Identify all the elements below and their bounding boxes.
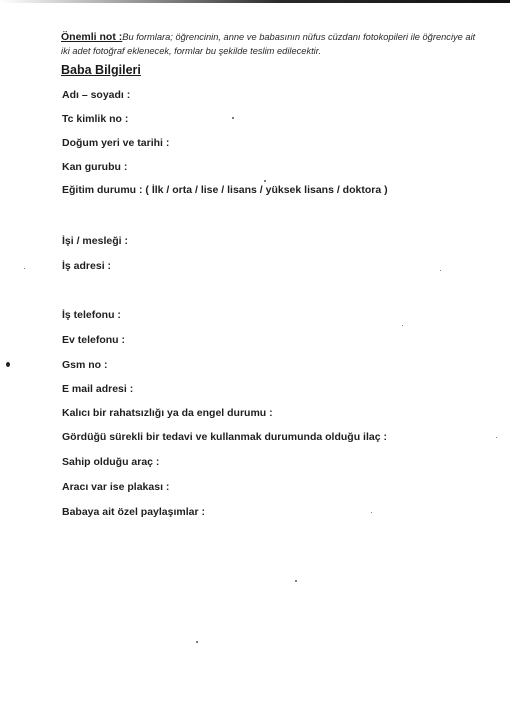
scan-speck — [496, 437, 497, 438]
section-title-father-info: Baba Bilgileri — [61, 63, 141, 77]
scan-speck — [24, 268, 25, 269]
important-note — [61, 30, 481, 58]
field-education: Eğitim durumu : ( İlk / orta / lise / lisans / yüksek lisans / doktora ) — [62, 184, 388, 196]
field-name-surname: Adı – soyadı : — [62, 89, 131, 101]
scan-speck — [232, 117, 234, 119]
scan-speck — [402, 325, 403, 326]
field-tc-id: Tc kimlik no : — [62, 113, 129, 125]
field-plate: Aracı var ise plakası : — [62, 481, 170, 493]
field-home-phone: Ev telefonu : — [62, 334, 126, 346]
important-note-label: Önemli not : — [61, 31, 123, 43]
important-note-text: Bu formlara; öğrencinin, anne ve babasının nüfus cüzdanı fotokopileri ile öğrenciye ait iki adet fotoğraf eklenecek, formlar bu şekilde teslim edilecektir. — [61, 32, 476, 56]
field-medication: Gördüğü sürekli bir tedavi ve kullanmak durumunda olduğu ilaç : — [62, 431, 387, 443]
scan-speck — [440, 270, 441, 271]
field-special-notes: Babaya ait özel paylaşımlar : — [62, 506, 205, 518]
field-gsm: Gsm no : — [62, 359, 108, 371]
scan-speck — [196, 641, 198, 643]
field-blood-type: Kan gurubu : — [62, 161, 128, 173]
field-birth-place-date: Doğum yeri ve tarihi : — [62, 137, 170, 149]
field-email: E mail adresi : — [62, 383, 134, 395]
scan-speck — [264, 180, 266, 182]
scan-speck — [6, 362, 10, 367]
field-work-phone: İş telefonu : — [62, 309, 121, 321]
field-vehicle: Sahip olduğu araç : — [62, 456, 160, 468]
scan-speck — [295, 580, 297, 582]
scan-speck — [371, 512, 372, 513]
field-job: İşi / mesleği : — [62, 235, 128, 247]
field-work-address: İş adresi : — [62, 260, 112, 272]
field-disability: Kalıcı bir rahatsızlığı ya da engel durumu : — [62, 407, 273, 419]
